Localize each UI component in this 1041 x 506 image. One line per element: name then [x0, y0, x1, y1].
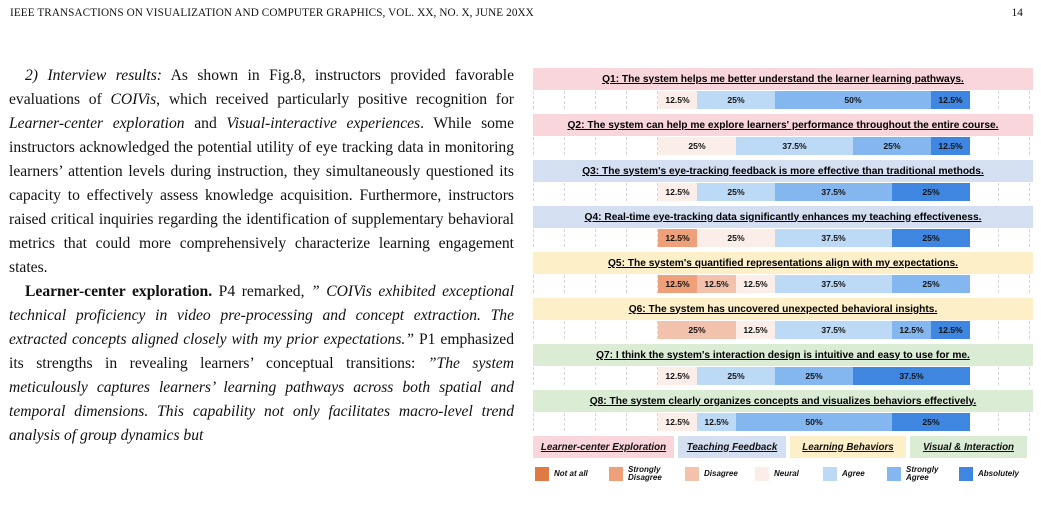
question-1-bar [533, 91, 1033, 109]
grid-line [998, 137, 999, 155]
bar-segment-absolutely: 12.5% [931, 137, 970, 155]
question-text: Q2: The system can help me explore learners' performance throughout the entire course. [567, 119, 999, 131]
bar-segment-disagree: 12.5% [697, 275, 736, 293]
bar-segment-strongly-agree: 25% [853, 137, 931, 155]
grid-line [564, 367, 565, 385]
grid-line [595, 321, 596, 339]
bar-segment-agree: 12.5% [697, 413, 736, 431]
legend-item-absolutely [959, 464, 1019, 484]
bar-segment-absolutely: 25% [892, 229, 970, 247]
grid-line [626, 321, 627, 339]
bar-segment-neural: 12.5% [658, 183, 697, 201]
question-3-label [533, 160, 1033, 182]
survey-results-figure [533, 68, 1033, 488]
question-4-bar [533, 229, 1033, 247]
question-7-bar [533, 367, 1033, 385]
bar-segment-strongly-agree: 12.5% [892, 321, 931, 339]
question-text: Q1: The system helps me better understand the learner learning pathways. [602, 73, 964, 85]
grid-line [595, 275, 596, 293]
grid-line [595, 413, 596, 431]
grid-line [533, 229, 534, 247]
question-6-label [533, 298, 1033, 320]
legend-label: Not at all [554, 469, 588, 478]
category-label-1: Learner-center Exploration [533, 436, 674, 458]
grid-line [998, 229, 999, 247]
grid-line [626, 275, 627, 293]
grid-line [1029, 229, 1030, 247]
bar-segment-agree: 37.5% [775, 321, 892, 339]
grid-line [626, 229, 627, 247]
question-6-bar [533, 321, 1033, 339]
paragraph-learner-center: Learner-center exploration. P4 remarked, ” COIVis exhibited exceptional technical proficiency in video pre-processing and concept extraction. The extracted concepts aligned closely with my prior expectations.” P1 emphasized its strengths in revealing learners’ conceptual transitions: ”The system meticulously captures learners’ learning pathways across both spatial and temporal dimensions. This capability not only facilitates macro-level trend analysis of group dynamics but [9, 283, 515, 444]
grid-line [533, 367, 534, 385]
question-text: Q5: The system's quantified representations align with my expectations. [607, 257, 959, 269]
bar-segment-agree: 25% [697, 183, 775, 201]
question-4-label [533, 206, 1033, 228]
grid-line [595, 183, 596, 201]
grid-line [595, 367, 596, 385]
grid-line [564, 275, 565, 293]
question-text: Q6: The system has uncovered unexpected behavioral insights. [628, 303, 938, 315]
question-text: Q4: Real-time eye-tracking data significantly enhances my teaching effectiveness. [584, 211, 982, 223]
legend-label: Strongly Disagree [628, 465, 662, 482]
bar-segment-agree: 37.5% [775, 275, 892, 293]
legend-swatch [823, 467, 837, 481]
grid-line [533, 413, 534, 431]
grid-line [998, 275, 999, 293]
grid-line [1029, 137, 1030, 155]
running-header [10, 7, 1023, 19]
bar-segment-strongly-agree: 50% [736, 413, 892, 431]
grid-line [998, 367, 999, 385]
bar-segment-neural: 25% [697, 229, 775, 247]
question-5-bar [533, 275, 1033, 293]
bar-segment-absolutely: 37.5% [853, 367, 970, 385]
bar-segment-strongly-agree: 50% [775, 91, 931, 109]
question-1-label [533, 68, 1033, 90]
bar-segment-absolutely: 25% [892, 413, 970, 431]
grid-line [1029, 413, 1030, 431]
legend-swatch [887, 467, 901, 481]
legend-item-not-at-all [535, 464, 588, 484]
legend-item-disagree [685, 464, 738, 484]
bar-segment-agree: 37.5% [736, 137, 853, 155]
grid-line [626, 137, 627, 155]
bar-segment-strongly-agree: 25% [892, 275, 970, 293]
category-label-2: Teaching Feedback [678, 436, 786, 458]
grid-line [998, 413, 999, 431]
grid-line [998, 183, 999, 201]
grid-line [1029, 367, 1030, 385]
grid-line [564, 137, 565, 155]
legend-swatch [535, 467, 549, 481]
paragraph-interview-results: 2) Interview results: As shown in Fig.8, instructors provided favorable evaluations of COIVis, which received particularly positive recognition for Learner-center exploration and Visual-interactive experiences. While some instructors acknowledged the potential utility of eye tracking data in monitoring learners’ attention levels during instruction, they simultaneously questioned its capacity to effectively assess knowledge acquisition. Furthermore, instructors raised critical inquiries regarding the identification of supplementary behavioral metrics that could more comprehensively characterize learning engagement states. [9, 67, 515, 276]
bar-segment-neural: 12.5% [658, 367, 697, 385]
grid-line [564, 413, 565, 431]
question-2-bar [533, 137, 1033, 155]
legend-label: Neural [774, 469, 799, 478]
grid-line [998, 91, 999, 109]
bar-segment-neural: 12.5% [658, 91, 697, 109]
question-3-bar [533, 183, 1033, 201]
bar-segment-absolutely: 12.5% [931, 321, 970, 339]
bar-segment-neural: 12.5% [658, 413, 697, 431]
grid-line [533, 91, 534, 109]
legend-swatch [609, 467, 623, 481]
grid-line [1029, 321, 1030, 339]
question-8-bar [533, 413, 1033, 431]
question-text: Q8: The system clearly organizes concepts and visualizes behaviors effectively. [589, 395, 977, 407]
legend-item-strongly-disagree [609, 464, 662, 484]
grid-line [533, 321, 534, 339]
bar-segment-agree: 25% [697, 367, 775, 385]
question-text: Q7: I think the system's interaction design is intuitive and easy to use for me. [596, 349, 970, 361]
bar-segment-strongly-agree: 37.5% [775, 183, 892, 201]
grid-line [626, 413, 627, 431]
question-text: Q3: The system's eye-tracking feedback is more effective than traditional methods. [582, 165, 984, 177]
question-7-label [533, 344, 1033, 366]
legend-label: Absolutely [978, 469, 1019, 478]
grid-line [595, 91, 596, 109]
category-label-4: Visual & Interaction [910, 436, 1027, 458]
bar-segment-neural: 12.5% [736, 275, 775, 293]
grid-line [626, 183, 627, 201]
legend-item-neural [755, 464, 799, 484]
paragraph-heading: Learner-center exploration. [25, 283, 213, 300]
legend-item-strongly-agree [887, 464, 940, 484]
journal-header: IEEE TRANSACTIONS ON VISUALIZATION AND COMPUTER GRAPHICS, VOL. XX, NO. X, JUNE 20XX [10, 7, 534, 19]
grid-line [564, 91, 565, 109]
legend-swatch [685, 467, 699, 481]
question-8-label [533, 390, 1033, 412]
grid-line [1029, 183, 1030, 201]
grid-line [533, 183, 534, 201]
bar-segment-strongly-disagree: 12.5% [658, 275, 697, 293]
category-label-3: Learning Behaviors [790, 436, 906, 458]
question-5-label [533, 252, 1033, 274]
bar-segment-strongly-disagree: 12.5% [658, 229, 697, 247]
bar-segment-disagree: 25% [658, 321, 736, 339]
bar-segment-agree: 25% [697, 91, 775, 109]
bar-segment-agree: 37.5% [775, 229, 892, 247]
question-2-label [533, 114, 1033, 136]
grid-line [564, 321, 565, 339]
grid-line [595, 137, 596, 155]
legend-swatch [755, 467, 769, 481]
grid-line [533, 137, 534, 155]
legend-label: Disagree [704, 469, 738, 478]
page-number: 14 [1011, 7, 1023, 19]
grid-line [1029, 91, 1030, 109]
grid-line [626, 367, 627, 385]
bar-segment-neural: 12.5% [736, 321, 775, 339]
grid-line [533, 275, 534, 293]
grid-line [564, 183, 565, 201]
grid-line [626, 91, 627, 109]
legend-label: Strongly Agree [906, 465, 939, 482]
body-text-column [9, 64, 514, 448]
grid-line [1029, 275, 1030, 293]
legend-label: Agree [842, 469, 865, 478]
bar-segment-absolutely: 12.5% [931, 91, 970, 109]
bar-segment-strongly-agree: 25% [775, 367, 853, 385]
grid-line [595, 229, 596, 247]
grid-line [564, 229, 565, 247]
bar-segment-absolutely: 25% [892, 183, 970, 201]
legend-item-agree [823, 464, 865, 484]
legend-swatch [959, 467, 973, 481]
subsection-heading: 2) Interview results: [25, 67, 162, 84]
grid-line [998, 321, 999, 339]
bar-segment-neural: 25% [658, 137, 736, 155]
